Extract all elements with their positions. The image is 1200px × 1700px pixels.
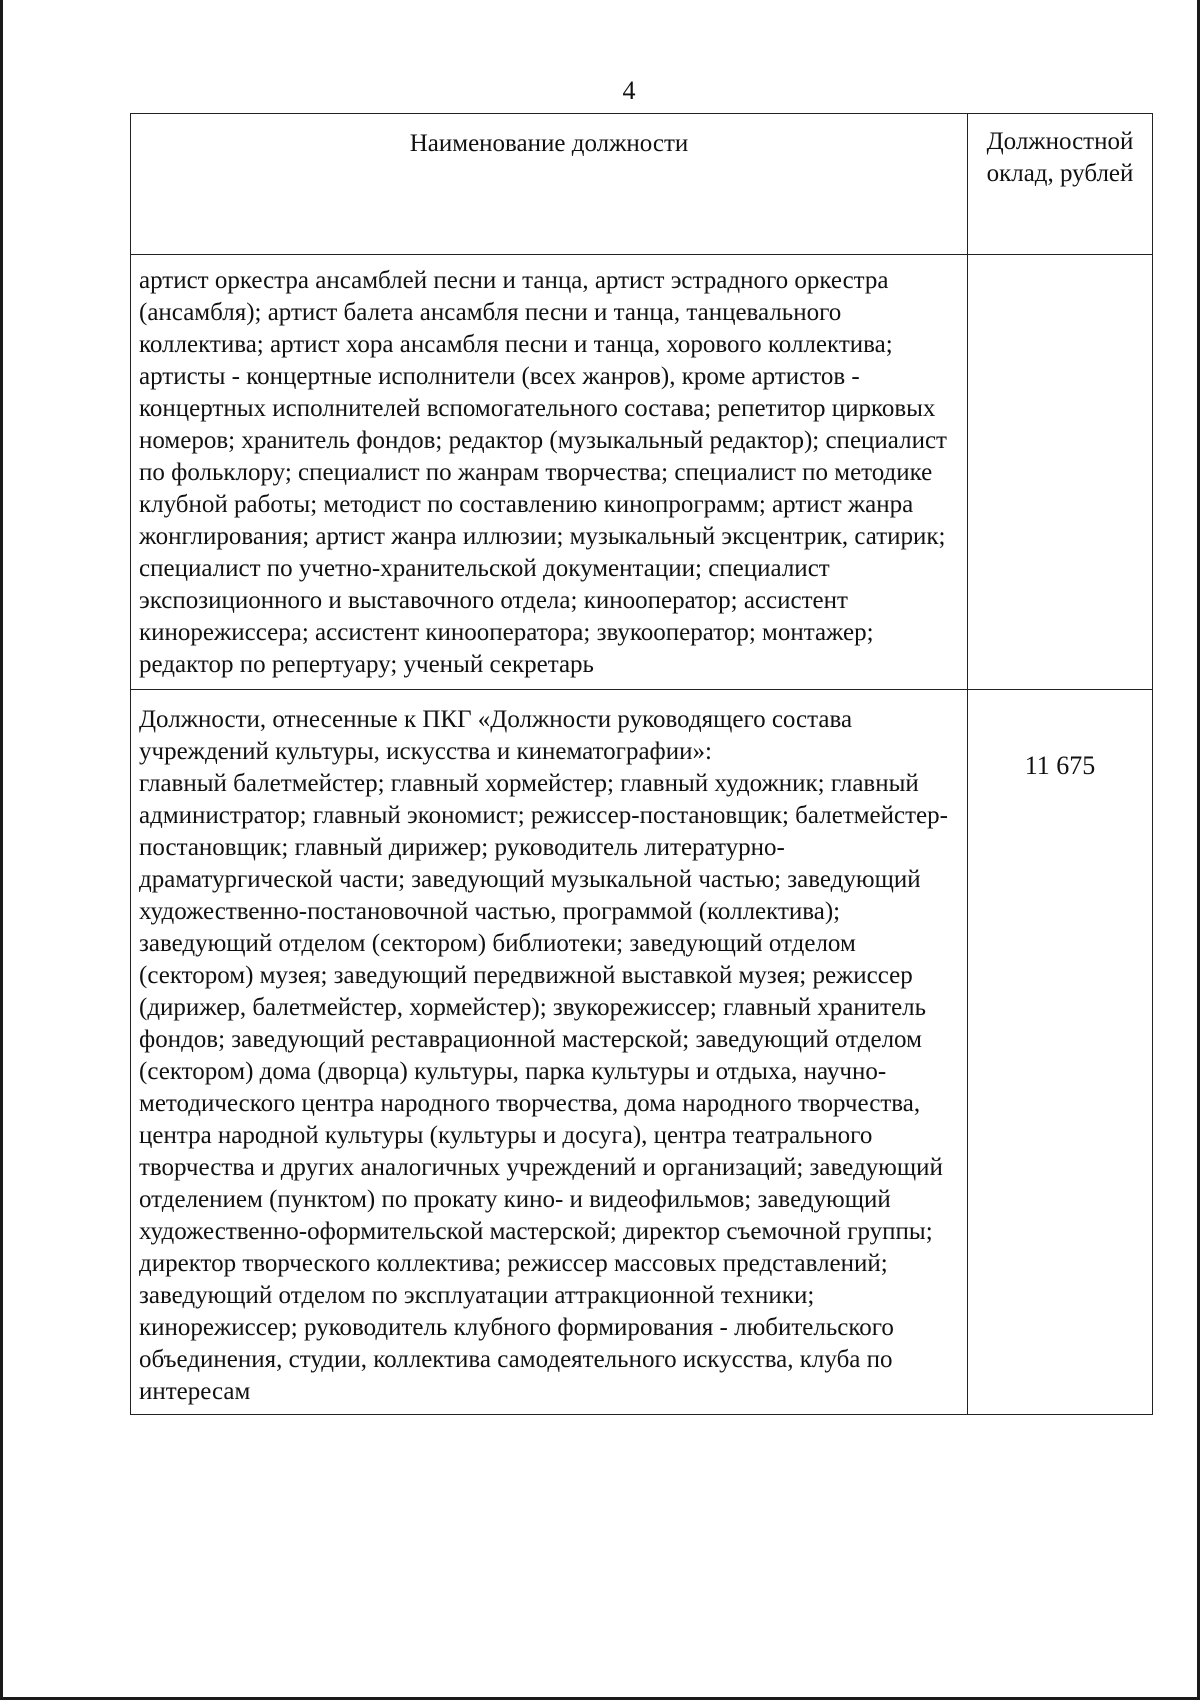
salary-table <box>130 113 1153 1415</box>
position-list-text: артист оркестра ансамблей песни и танца, артист эстрадного оркестра (ансамбля); артист балета ансамбля песни и танца, танцевального коллектива; артист хора ансамбля песни и танца, хорового коллектива; артисты - концертные исполнители (всех жанров), кроме артистов - концертных исполнителей вспомогательного состава; репетитор цирковых номеров; хранитель фондов; редактор (музыкальный редактор); специалист по фольклору; специалист по жанрам творчества; специалист по методике клубной работы; методист по составлению кинопрограмм; артист жанра жонглирования; артист жанра иллюзии; музыкальный эксцентрик, сатирик; специалист по учетно-хранительской документации; специалист экспозиционного и выставочного отдела; кинооператор; ассистент кинорежиссера; ассистент кинооператора; звукооператор; монтажер; редактор по репертуару; ученый секретарь <box>139 267 947 678</box>
salary-cell <box>968 690 1153 1415</box>
position-list-cell <box>131 690 968 1415</box>
table-header-row <box>131 114 1153 255</box>
page-number: 4 <box>622 76 636 105</box>
table-row <box>131 690 1153 1415</box>
table-row <box>131 255 1153 690</box>
scan-border-left <box>0 0 3 1700</box>
header-position-name: Наименование должности <box>131 114 968 255</box>
salary-value: 11 675 <box>1024 751 1096 780</box>
position-list-text: главный балетмейстер; главный хормейстер; главный художник; главный администратор; главный экономист; режиссер-постановщик; балетмейстер-постановщик; главный дирижер; руководитель литературно-драматургической части; заведующий музыкальной частью; заведующий художественно-постановочной частью, программой (коллектива); заведующий отделом (сектором) библиотеки; заведующий отделом (сектором) музея; заведующий передвижной выставкой музея; режиссер (дирижер, балетмейстер, хормейстер); звукорежиссер; главный хранитель фондов; заведующий реставрационной мастерской; заведующий отделом (сектором) дома (дворца) культуры, парка культуры и отдыха, научно-методического центра народного творчества, дома народного творчества, центра народной культуры (культуры и досуга), центра театрального творчества и других аналогичных учреждений и организаций; заведующий отделением (пунктом) по прокату кино- и видеофильмов; заведующий художественно-оформительской мастерской; директор съемочной группы; директор творческого коллектива; режиссер массовых представлений; заведующий отделом по эксплуатации аттракционной техники; кинорежиссер; руководитель клубного формирования - любительского объединения, студии, коллектива самодеятельного искусства, клуба по интересам <box>139 770 948 1405</box>
header-salary: Должностной оклад, рублей <box>968 114 1153 255</box>
group-title-text: Должности, отнесенные к ПКГ «Должности руководящего состава учреждений культуры, искусства и кинематографии»: <box>139 706 853 765</box>
salary-cell <box>968 255 1153 690</box>
position-list-cell <box>131 255 968 690</box>
